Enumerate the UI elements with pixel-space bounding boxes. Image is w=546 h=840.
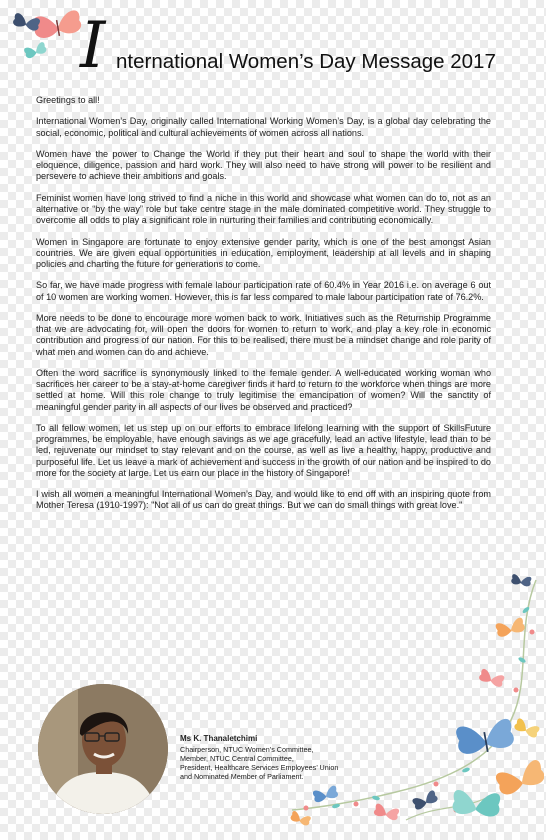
- butterfly-icon: [373, 803, 400, 821]
- butterfly-icon: [494, 759, 544, 797]
- page-title: [80, 9, 530, 83]
- butterfly-icon: [312, 785, 339, 803]
- paragraph: More needs to be done to encourage more women back to work. Initiatives such as the Returnship Programme that we are advocating for, will open the doors for women to return to work, and play a key role in economic contribution and progress of our nation. For this to be realised, there must be a mindset change and role parity of what men and women can do and achieve.: [36, 312, 491, 357]
- signatory-title-line: and Nominated Member of Parliament.: [180, 772, 304, 781]
- signatory-title-line: President, Healthcare Services Employees’ Union: [180, 763, 339, 772]
- butterfly-icon: [511, 574, 532, 587]
- butterfly-icon: [23, 41, 47, 59]
- butterfly-icon: [452, 790, 501, 818]
- paragraph: International Women’s Day, originally called International Working Women’s Day, is a global day celebrating the social, economic, political and cultural achievements of women across all nations.: [36, 116, 491, 138]
- portrait-photo: [38, 684, 168, 814]
- portrait-illustration: [38, 684, 168, 814]
- title-initial-letter: I: [80, 9, 106, 83]
- paragraph: Women have the power to Change the World if they put their heart and soul to shape the world with their eloquence, diligence, passion and hard work. They will also need to have strong will power to be resilient and persevere to achieve their ambitions and goals.: [36, 148, 491, 182]
- paragraph-greeting: Greetings to all!: [36, 95, 100, 105]
- signatory-name: Ms K. Thanaletchimi: [180, 734, 258, 743]
- signatory-title-line: Chairperson, NTUC Women’s Committee,: [180, 745, 314, 754]
- butterfly-icon: [12, 12, 41, 31]
- message-body: [36, 95, 491, 522]
- paragraph: Women in Singapore are fortunate to enjoy extensive gender parity, which is one of the best amongst Asian countries. We are given equal opportunities in education, employment, leadership at all levels and in shaping policies and charting the future for generations to come.: [36, 236, 491, 269]
- paragraph: To all fellow women, let us step up on our efforts to embrace lifelong learning with the support of SkillsFuture programmes, be employable, have enough savings as we age gracefully, lead an active lifestyle, lead than to be led, rejuvenate our mindset to stay relevant and on the course, as well as live a healthy, happy, productive and purposeful life. Let us leave a mark of achievement and success in the growth of our nation and be inspired to do more for the society at large. Let us earn our place in the history of Singapore!: [36, 422, 491, 478]
- butterfly-icon: [495, 617, 526, 638]
- paragraph: So far, we have made progress with female labour participation rate of 60.4% in Year 2016 i.e. on average 6 out of 10 women are working women. However, this is far less compared to male labour participation rate of 76.2%.: [36, 280, 491, 302]
- butterflies-top-left-decoration: [8, 6, 88, 66]
- paragraph-closing: I wish all women a meaningful International Women’s Day, and would like to end off with an inspiring quote from Mother Teresa (1910-1997): "Not all of us can do great things. But we can do small things with great love.": [36, 489, 491, 511]
- butterfly-icon: [478, 668, 505, 688]
- signatory-title-line: Member, NTUC Central Committee,: [180, 754, 294, 763]
- paragraph: Often the word sacrifice is synonymously linked to the female gender. A well-educated working woman who sacrifices her career to be a stay-at-home caregiver finds it hard to return to the workforce when things are more settled at home. Will this role change to truly legitimise the emancipation of women? Will the sanctity of meaningful gender parity in all aspects of our lives be observed and practiced?: [36, 367, 491, 412]
- butterfly-icon: [412, 789, 439, 810]
- butterflies-bottom-right-decoration: [286, 570, 544, 836]
- butterfly-icon: [455, 718, 516, 757]
- paragraph: Feminist women have long strived to find a niche in this world and showcase what women can do to, not as an alternative or “by the way” role but take centre stage in the male dominated competitive world. They struggle to overcome all odds to play a significant role in nurturing their families and contributing economically.: [36, 192, 491, 226]
- butterfly-icon: [513, 717, 540, 738]
- title-text: nternational Women’s Day Message 2017: [116, 50, 496, 73]
- butterfly-icon: [290, 810, 312, 826]
- butterfly-icon: [32, 9, 82, 40]
